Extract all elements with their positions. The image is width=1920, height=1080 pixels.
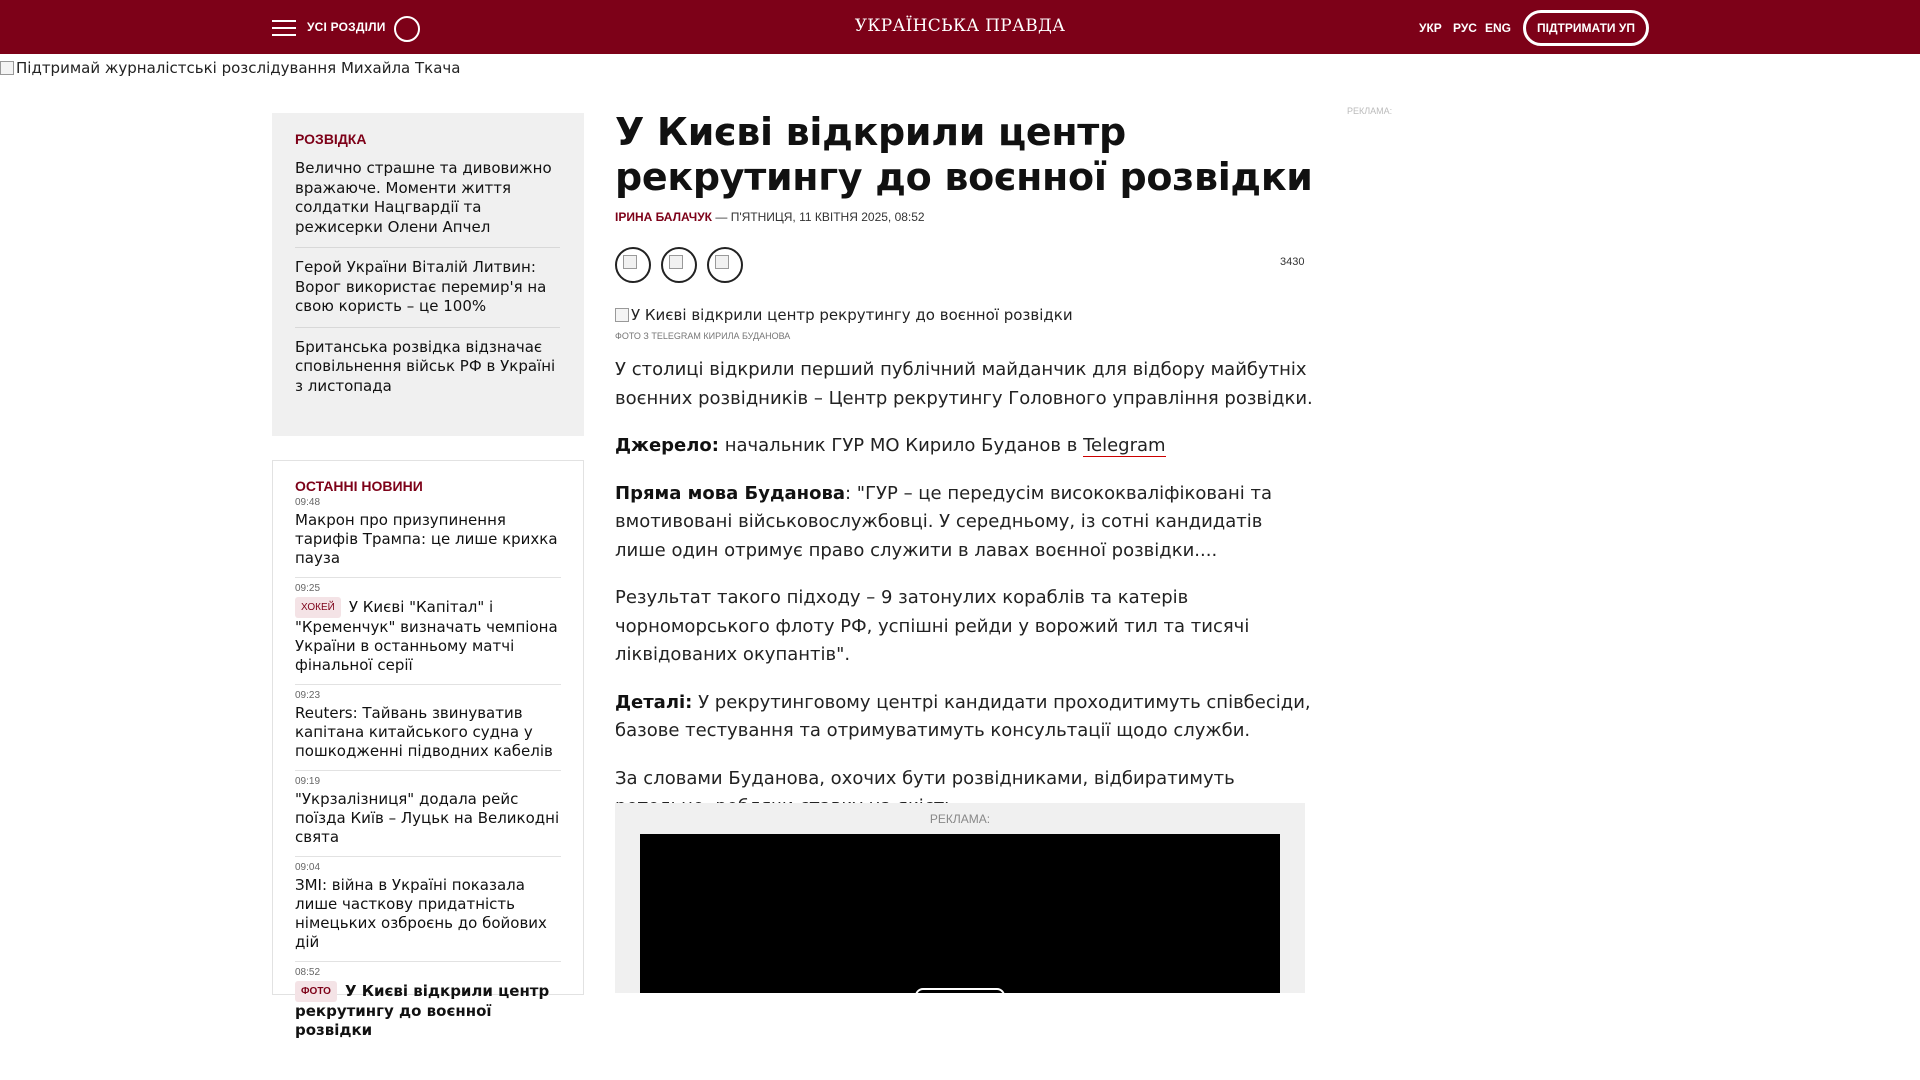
news-time: 09:19 <box>295 776 321 787</box>
news-headline[interactable]: "Укрзалізниця" додала рейс поїзда Київ – Луцьк на Великодні свята <box>295 790 560 846</box>
news-time: 09:04 <box>295 862 321 873</box>
news-tag[interactable]: ФОТО <box>295 981 337 1002</box>
facebook-icon <box>623 255 637 269</box>
news-item[interactable] <box>295 578 561 685</box>
news-headline[interactable]: ЗМІ: війна в Україні показала лише часткову придатність німецьких озброєнь до бойових дій <box>295 876 547 951</box>
details-paragraph <box>615 689 1315 746</box>
site-logo[interactable]: УКРАЇНСЬКА ПРАВДА <box>854 16 1066 36</box>
lang-eng-link[interactable]: ENG <box>1485 21 1512 35</box>
news-item[interactable] <box>295 685 561 771</box>
news-headline[interactable]: Макрон про призупинення тарифів Трампа: це лише крихка пауза <box>295 511 558 567</box>
quote-continuation: Результат такого підходу – 9 затонулих кораблів та катерів чорноморського флоту РФ, успішні рейди у ворожий тил та тисячі ліквідованих окупантів". <box>615 587 1250 665</box>
news-item[interactable] <box>295 962 561 1049</box>
inline-ad <box>615 803 1305 993</box>
news-headline[interactable]: У Києві "Капітал" і "Кременчук" визначать чемпіона України в останньому матчі фінальної серії <box>295 598 558 674</box>
lang-rus-link[interactable]: РУС <box>1453 21 1477 35</box>
latest-news-title[interactable]: ОСТАННІ НОВИНИ <box>295 478 423 494</box>
news-time: 09:48 <box>295 497 321 508</box>
article-title: У Києві відкрили центр рекрутингу до воєнної розвідки <box>615 110 1313 199</box>
photo-caption: ФОТО З TELEGRAM КИРИЛА БУДАНОВА <box>615 331 791 341</box>
news-time: 09:25 <box>295 583 321 594</box>
details-label: Деталі: <box>615 691 693 713</box>
news-item[interactable] <box>295 771 561 857</box>
support-button[interactable]: ПІДТРИМАТИ УП <box>1523 10 1649 46</box>
news-time: 08:52 <box>295 967 321 978</box>
source-paragraph <box>615 432 1315 461</box>
ad-video-player[interactable] <box>640 834 1280 993</box>
byline-separator: — <box>712 210 731 224</box>
quote-paragraph <box>615 480 1315 566</box>
publish-date: П'ЯТНИЦЯ, 11 КВІТНЯ 2025, 08:52 <box>730 210 925 224</box>
news-item[interactable] <box>295 857 561 962</box>
share-twitter-button[interactable] <box>661 247 697 283</box>
source-text: начальник ГУР МО Кирило Буданов в <box>719 435 1084 456</box>
twitter-icon <box>669 255 683 269</box>
view-count: 3430 <box>1280 256 1305 268</box>
play-button-icon[interactable] <box>915 988 1005 998</box>
news-item[interactable] <box>295 497 561 578</box>
related-item[interactable]: Герой України Віталій Литвин: Ворог використає перемир'я на свою користь – це 100% <box>295 248 560 328</box>
broken-image-icon <box>615 308 629 322</box>
quote-text: : "ГУР – це передусім висококваліфіковані та вмотивовані військовослужбовці. У середньому, із сотні кандидатів лише один отримує право служити в лавах воєнної розвідки.... <box>615 482 1273 561</box>
details-text: У рекрутинговому центрі кандидати проходитимуть співбесіди, базове тестування та отримуватимуть консультації щодо служби. <box>615 691 1311 741</box>
news-time: 09:23 <box>295 690 321 701</box>
share-telegram-button[interactable] <box>707 247 743 283</box>
article-byline <box>615 210 925 224</box>
article-photo <box>615 306 1073 324</box>
promo-banner-alt: Підтримай журналістські розслідування Михайла Ткача <box>16 59 461 77</box>
author-link[interactable]: ІРИНА БАЛАЧУК <box>615 210 713 224</box>
article-body <box>615 356 1315 841</box>
related-item[interactable]: Британська розвідка відзначає сповільнення військ РФ в Україні з листопада <box>295 337 556 395</box>
news-tag[interactable]: ХОКЕЙ <box>295 597 341 618</box>
quote-label: Пряма мова Буданова <box>615 482 845 504</box>
promo-banner[interactable] <box>0 59 460 77</box>
related-section <box>272 113 584 436</box>
related-section-title[interactable]: РОЗВІДКА <box>295 131 367 147</box>
latest-news <box>272 460 584 1039</box>
telegram-source-link[interactable]: Telegram <box>1083 435 1166 456</box>
all-sections-link[interactable]: УСІ РОЗДІЛИ <box>307 20 386 34</box>
news-headline[interactable]: Reuters: Тайвань звинуватив капітана китайського судна у пошкодженні підводних кабелів <box>295 704 553 760</box>
site-header <box>0 0 1920 54</box>
share-facebook-button[interactable] <box>615 247 651 283</box>
telegram-icon <box>715 255 729 269</box>
source-label: Джерело: <box>615 435 719 456</box>
news-headline[interactable]: У Києві відкрили центр рекрутингу до воєнної розвідки <box>295 982 550 1039</box>
closing-paragraph: За словами Буданова, охочих бути розвідниками, відбиратимуть <box>615 767 1235 789</box>
related-item[interactable]: Велично страшне та дивовижно вражаюче. Моменти життя солдатки Нацгвардії та режисерки Олени Апчел <box>295 159 560 248</box>
lang-ukr-link[interactable]: УКР <box>1419 21 1442 35</box>
article-photo-alt: У Києві відкрили центр рекрутингу до воєнної розвідки <box>631 306 1073 324</box>
ad-label: РЕКЛАМА: <box>929 812 991 826</box>
article-lead: У столиці відкрили перший публічний майданчик для відбору майбутніх воєнних розвідників – Центр рекрутингу Головного управління розвідки. <box>615 359 1313 409</box>
broken-image-icon <box>0 61 14 75</box>
side-ad-label: РЕКЛАМА: <box>1347 106 1393 116</box>
